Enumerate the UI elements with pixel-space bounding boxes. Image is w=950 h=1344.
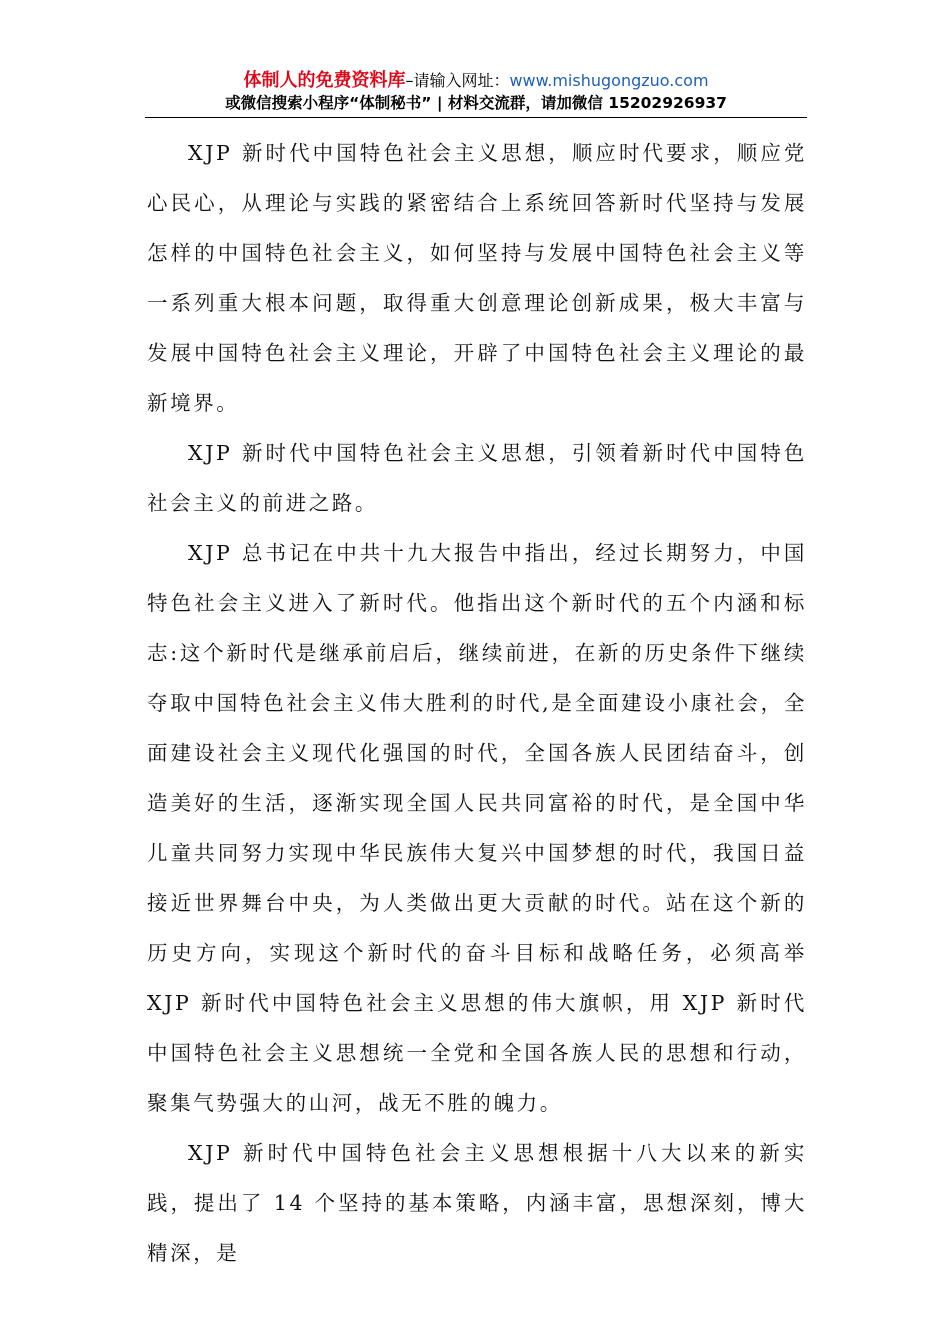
paragraph-4: XJP 新时代中国特色社会主义思想根据十八大以来的新实践，提出了 14 个坚持的基本策略，内涵丰富，思想深刻，博大精深，是 <box>147 1141 807 1265</box>
header-line-1 <box>145 70 807 92</box>
header-brand: 体制人的免费资料库 <box>243 70 406 91</box>
header-url-link[interactable]: www.mishugongzuo.com <box>509 71 709 90</box>
document-body <box>147 128 807 1278</box>
page-header <box>145 70 807 114</box>
header-line-2: 或微信搜索小程序“体制秘书” | 材料交流群，请加微信 15202926937 <box>225 94 727 112</box>
header-prompt: –请输入网址： <box>405 71 510 90</box>
paragraph-3: XJP 总书记在中共十九大报告中指出，经过长期努力，中国特色社会主义进入了新时代。他指出这个新时代的五个内涵和标志:这个新时代是继承前启后，继续前进，在新的历史条件下继续夺取中国特色社会主义伟大胜利的时代,是全面建设小康社会，全面建设社会主义现代化强国的时代，全国各族人民团结奋斗，创造美好的生活，逐渐实现全国人民共同富裕的时代，是全国中华儿童共同努力实现中华民族伟大复兴中国梦想的时代，我国日益接近世界舞台中央，为人类做出更大贡献的时代。站在这个新的历史方向，实现这个新时代的奋斗目标和战略任务，必须高举 XJP 新时代中国特色社会主义思想的伟大旗帜，用 XJP 新时代中国特色社会主义思想统一全党和全国各族人民的思想和行动，聚集气势强大的山河，战无不胜的魄力。 <box>147 541 807 1115</box>
header-divider <box>145 117 807 118</box>
paragraph-2: XJP 新时代中国特色社会主义思想，引领着新时代中国特色社会主义的前进之路。 <box>147 441 807 515</box>
paragraph-1: XJP 新时代中国特色社会主义思想，顺应时代要求，顺应党心民心，从理论与实践的紧密结合上系统回答新时代坚持与发展怎样的中国特色社会主义，如何坚持与发展中国特色社会主义等一系列重大根本问题，取得重大创意理论创新成果，极大丰富与发展中国特色社会主义理论，开辟了中国特色社会主义理论的最新境界。 <box>147 141 807 415</box>
